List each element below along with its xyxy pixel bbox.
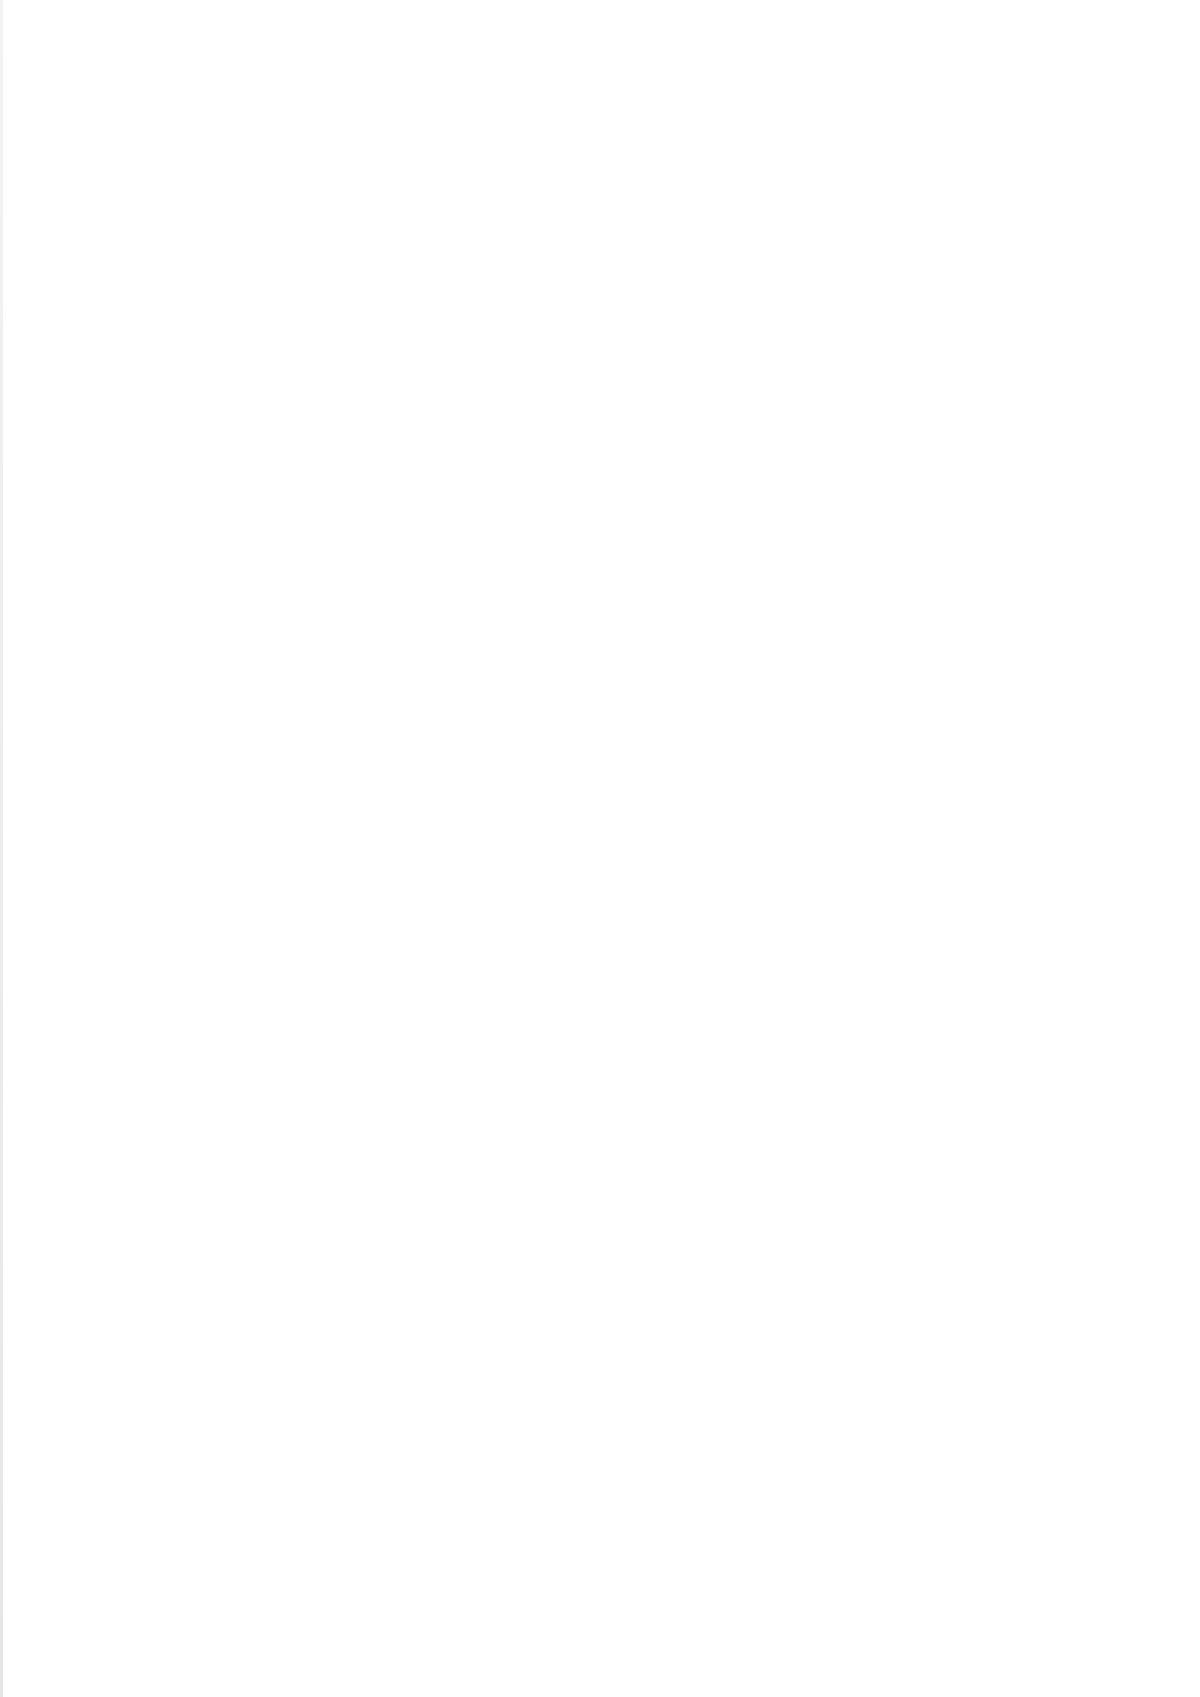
rotated-table-sheet [138,200,1040,1558]
scan-edge [0,0,3,1697]
